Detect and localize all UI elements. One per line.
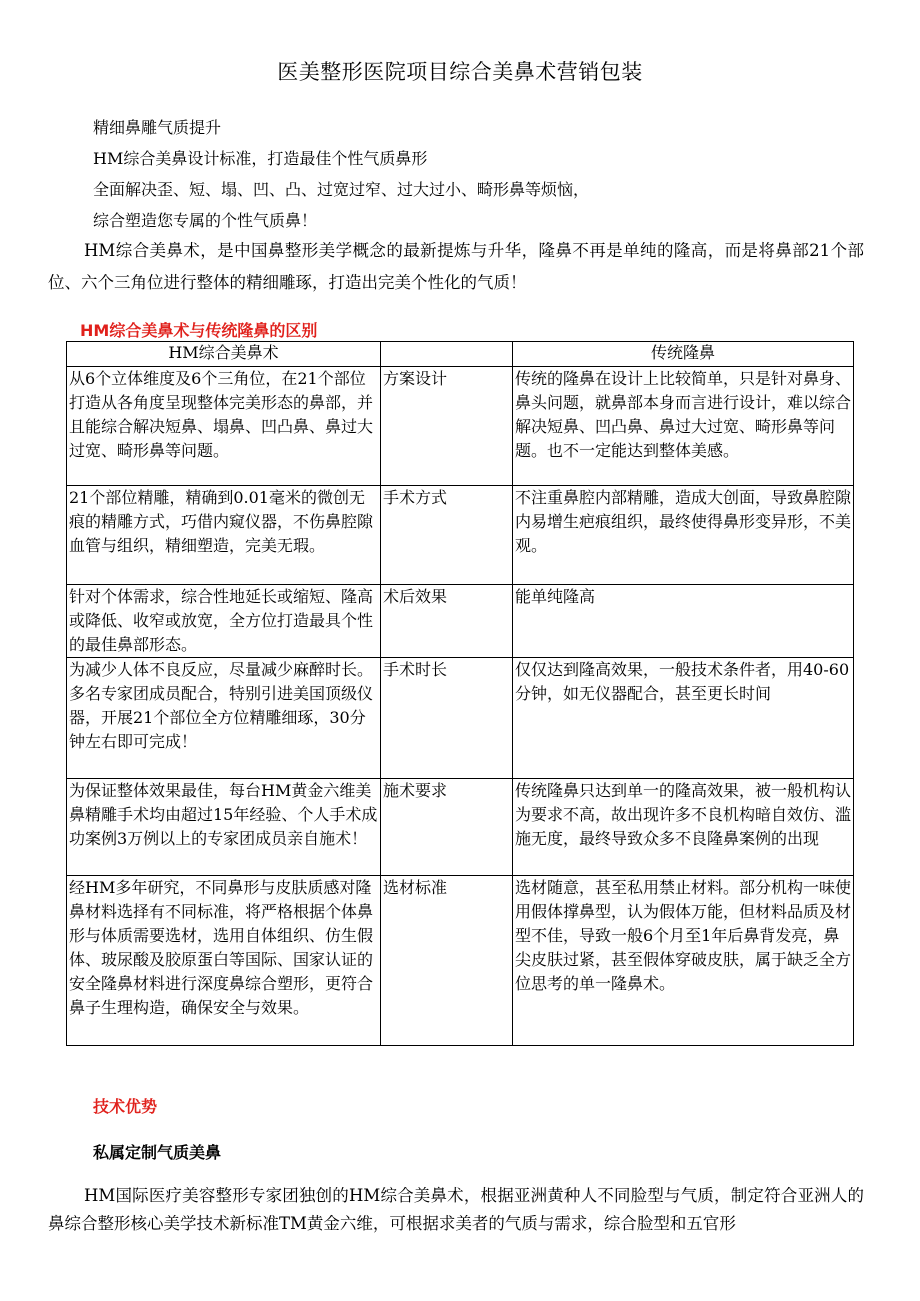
table-row bbox=[67, 486, 854, 585]
cell-hm: 经HM多年研究，不同鼻形与皮肤质感对隆鼻材料选择有不同标准，将严格根据个体鼻形与体质需要选材，选用自体组织、仿生假体、玻尿酸及胶原蛋白等国际、国家认证的安全隆鼻材料进行深度鼻综合塑形，更符合鼻子生理构造，确保安全与效果。 bbox=[67, 876, 381, 1046]
table-row bbox=[67, 367, 854, 486]
body-paragraph: HM国际医疗美容整形专家团独创的HM综合美鼻术，根据亚洲黄种人不同脸型与气质，制定符合亚洲人的鼻综合整形核心美学技术新标准TM黄金六维，可根据求美者的气质与需求，综合脸型和五官形 bbox=[48, 1186, 864, 1233]
section-heading-tech: 技术优势 bbox=[93, 1097, 158, 1116]
cell-hm: 为减少人体不良反应，尽量减少麻醉时长。多名专家团成员配合，特别引进美国顶级仪器，开展21个部位全方位精雕细琢，30分钟左右即可完成！ bbox=[67, 658, 381, 779]
cell-aspect: 手术时长 bbox=[381, 658, 513, 779]
table-row bbox=[67, 876, 854, 1046]
cell-hm: 从6个立体维度及6个三角位，在21个部位打造从各角度呈现整体完美形态的鼻部，并且能综合解决短鼻、塌鼻、凹凸鼻、鼻过大过宽、畸形鼻等问题。 bbox=[67, 367, 381, 486]
cell-aspect: 选材标准 bbox=[381, 876, 513, 1046]
cell-traditional: 传统的隆鼻在设计上比较简单，只是针对鼻身、鼻头问题，就鼻部本身而言进行设计，难以综合解决短鼻、凹凸鼻、鼻过大过宽、畸形鼻等问题。也不一定能达到整体美感。 bbox=[513, 367, 854, 486]
intro-line-3: 全面解决歪、短、塌、凹、凸、过宽过窄、过大过小、畸形鼻等烦恼， bbox=[93, 180, 590, 199]
cell-aspect: 术后效果 bbox=[381, 585, 513, 658]
cell-aspect: 方案设计 bbox=[381, 367, 513, 486]
comparison-table bbox=[66, 341, 854, 1046]
intro-line-4: 综合塑造您专属的个性气质鼻！ bbox=[93, 211, 318, 230]
intro-paragraph: HM综合美鼻术，是中国鼻整形美学概念的最新提炼与升华，隆鼻不再是单纯的隆高，而是将鼻部21个部位、六个三角位进行整体的精细雕琢，打造出完美个性化的气质！ bbox=[48, 241, 864, 292]
cell-traditional: 能单纯隆高 bbox=[513, 585, 854, 658]
table-header-row bbox=[67, 342, 854, 367]
header-traditional: 传统隆鼻 bbox=[513, 342, 854, 367]
cell-aspect: 施术要求 bbox=[381, 779, 513, 876]
cell-hm: 为保证整体效果最佳，每台HM黄金六维美鼻精雕手术均由超过15年经验、个人手术成功案例3万例以上的专家团成员亲自施术！ bbox=[67, 779, 381, 876]
cell-traditional: 传统隆鼻只达到单一的隆高效果，被一般机构认为要求不高，故出现许多不良机构暗自效仿、滥施无度，最终导致众多不良隆鼻案例的出现 bbox=[513, 779, 854, 876]
table-row bbox=[67, 585, 854, 658]
cell-traditional: 不注重鼻腔内部精雕，造成大创面，导致鼻腔隙内易增生疤痕组织，最终使得鼻形变异形，不美观。 bbox=[513, 486, 854, 585]
cell-hm: 21个部位精雕，精确到0.01毫米的微创无痕的精雕方式，巧借内窥仪器，不伤鼻腔隙血管与组织，精细塑造，完美无瑕。 bbox=[67, 486, 381, 585]
comparison-heading: HM综合美鼻术与传统隆鼻的区别 bbox=[80, 321, 318, 340]
page-title: 医美整形医院项目综合美鼻术营销包装 bbox=[277, 60, 643, 84]
header-hm: HM综合美鼻术 bbox=[67, 342, 381, 367]
cell-aspect: 手术方式 bbox=[381, 486, 513, 585]
cell-traditional: 选材随意，甚至私用禁止材料。部分机构一味使用假体撑鼻型，认为假体万能，但材料品质及材型不佳，导致一般6个月至1年后鼻背发亮，鼻尖皮肤过紧，甚至假体穿破皮肤，属于缺乏全方位思考的单一隆鼻术。 bbox=[513, 876, 854, 1046]
table-row bbox=[67, 779, 854, 876]
section-heading-custom: 私属定制气质美鼻 bbox=[93, 1143, 222, 1162]
cell-traditional: 仅仅达到隆高效果，一般技术条件者，用40-60分钟，如无仪器配合，甚至更长时间 bbox=[513, 658, 854, 779]
intro-line-2: HM综合美鼻设计标准，打造最佳个性气质鼻形 bbox=[93, 149, 428, 168]
header-aspect bbox=[381, 342, 513, 367]
table-row bbox=[67, 658, 854, 779]
intro-line-1: 精细鼻雕气质提升 bbox=[93, 118, 222, 137]
cell-hm: 针对个体需求，综合性地延长或缩短、隆高或降低、收窄或放宽，全方位打造最具个性的最佳鼻部形态。 bbox=[67, 585, 381, 658]
